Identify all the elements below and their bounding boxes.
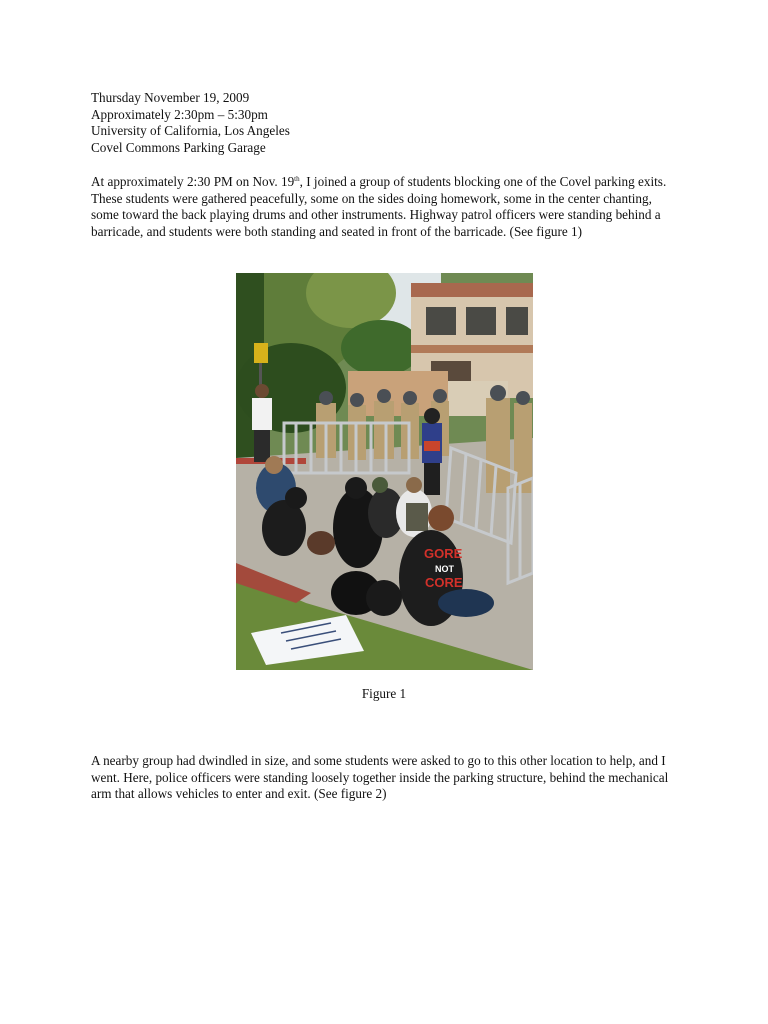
- shirt-text-core: CORE: [425, 575, 463, 590]
- ordinal-suffix: th: [294, 175, 300, 183]
- paragraph-1: [91, 174, 669, 240]
- figure-1-photo: [236, 273, 533, 670]
- paragraph-2: A nearby group had dwindled in size, and some students were asked to go to this other location to help, and I went. Here, police officers were standing loosely together inside the parking structure, behind the mechanical arm that allows vehicles to enter and exit. (See figure 2): [91, 753, 669, 802]
- date-line: Thursday November 19, 2009: [91, 90, 250, 105]
- time-line: Approximately 2:30pm – 5:30pm: [91, 106, 268, 122]
- shirt-text-gore: GORE: [424, 546, 463, 561]
- document-header: [91, 90, 681, 156]
- institution-line: University of California, Los Angeles: [91, 123, 290, 139]
- figure-1-caption: Figure 1: [361, 686, 407, 701]
- paragraph-1-start: At approximately 2:30 PM on Nov. 19: [91, 174, 295, 189]
- location-line: Covel Commons Parking Garage: [91, 139, 266, 155]
- paragraph-1-rest: , I joined a group of students blocking one of the Covel parking exits. These students were gathered peacefully, some on the sides doing homework, some in the center chanting, some toward the back playing drums and other instruments. Highway patrol officers were standing behind a barricade, and students were both standing and seated in front of the barricade. (See figure 1): [91, 174, 667, 239]
- shirt-text-not: NOT: [435, 564, 454, 574]
